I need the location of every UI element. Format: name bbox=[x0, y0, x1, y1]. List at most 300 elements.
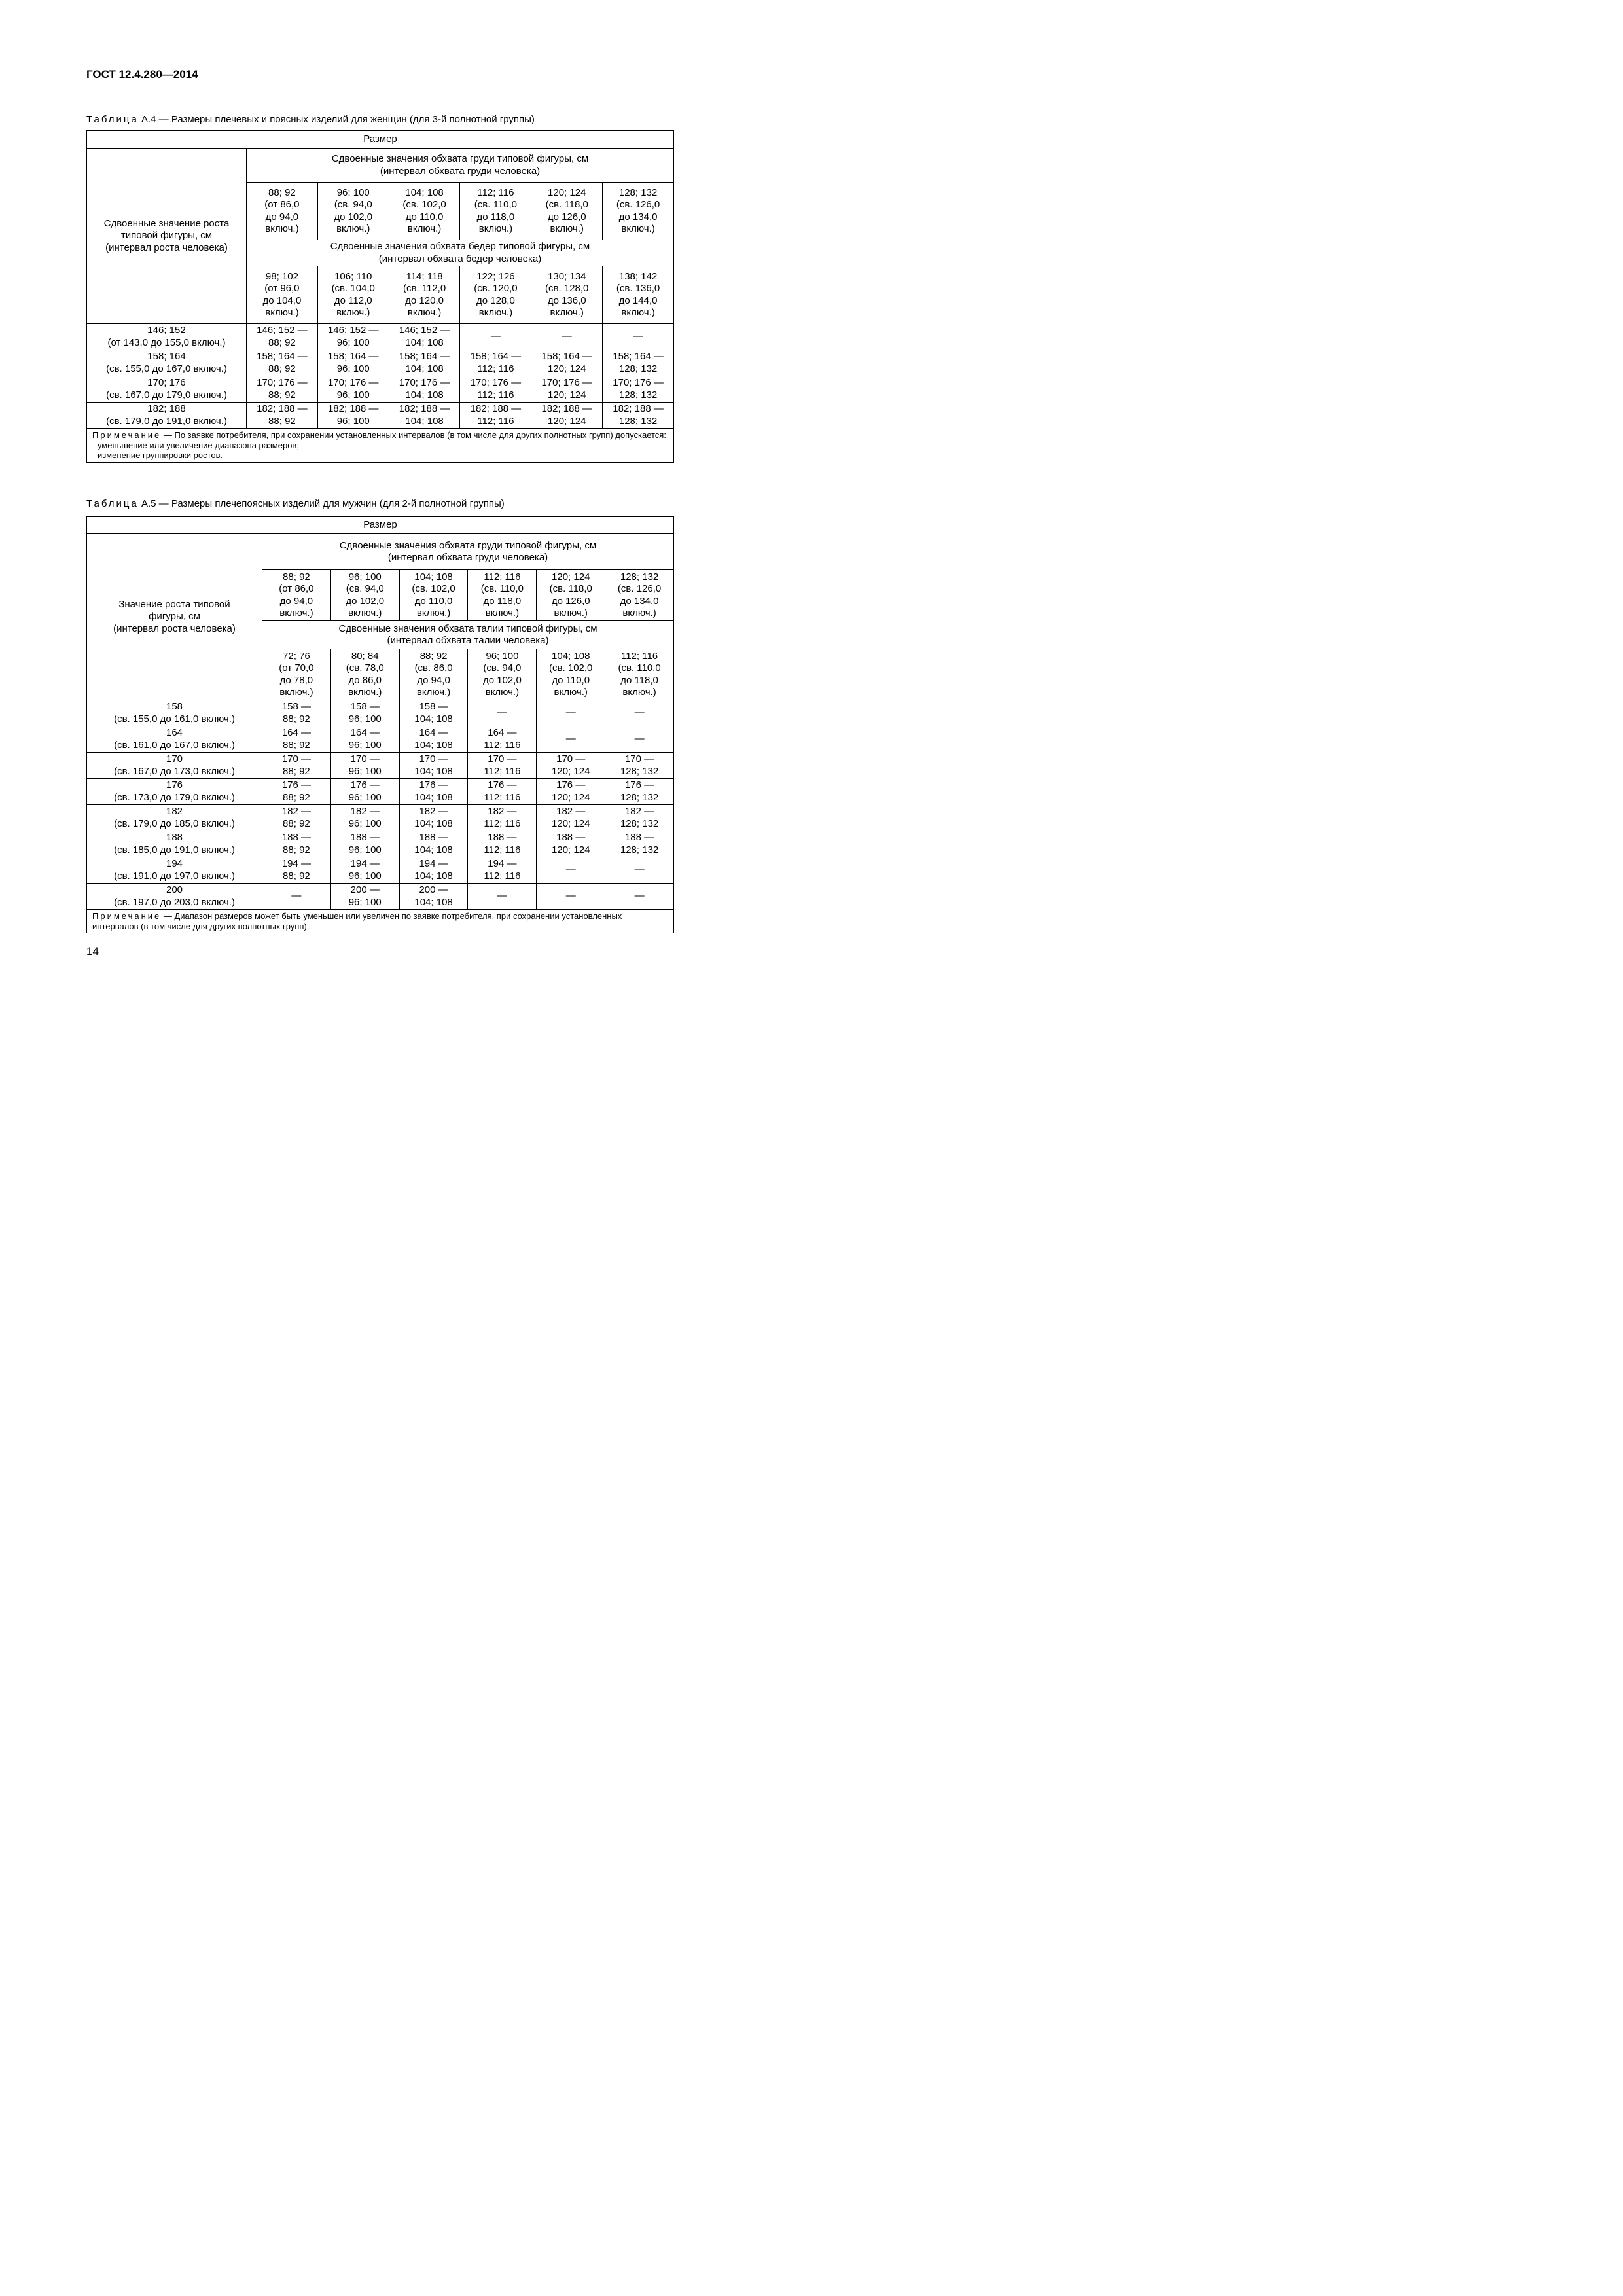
cell-line: 88; 92 bbox=[268, 415, 296, 427]
cell-line: 112; 116 bbox=[477, 363, 514, 374]
size-cell bbox=[468, 753, 537, 779]
size-cell bbox=[399, 831, 468, 857]
cell-line: 194 — bbox=[419, 858, 448, 869]
table-row bbox=[87, 700, 674, 726]
cell-line: включ.) bbox=[416, 607, 451, 619]
cell-line: включ.) bbox=[554, 607, 588, 619]
cell-line: 176 — bbox=[350, 780, 380, 791]
cell-line: 146; 152 — bbox=[399, 325, 450, 336]
cell-line: включ.) bbox=[485, 607, 520, 619]
cell-line: 128; 132 bbox=[618, 415, 658, 427]
table-a4-caption-label: Таблица bbox=[86, 114, 139, 125]
cell-line: включ.) bbox=[407, 307, 442, 318]
cell-line: 188 — bbox=[556, 832, 586, 843]
second-size-cell bbox=[603, 266, 674, 324]
size-cell bbox=[537, 884, 605, 910]
chest-size-cell bbox=[247, 183, 318, 240]
table-row bbox=[87, 779, 674, 805]
cell-line: — bbox=[562, 331, 572, 342]
size-cell bbox=[468, 779, 537, 805]
cell-line: (интервал обхвата груди человека) bbox=[387, 552, 548, 563]
size-cell bbox=[262, 831, 331, 857]
table-row bbox=[87, 857, 674, 884]
cell-line: 120; 124 bbox=[548, 389, 586, 401]
cell-line: 158 — bbox=[419, 701, 448, 712]
cell-line: 158 bbox=[166, 701, 183, 712]
cell-line: до 136,0 bbox=[547, 295, 586, 306]
cell-line: 112; 116 bbox=[477, 187, 514, 198]
cell-line: до 94,0 bbox=[265, 211, 299, 223]
cell-line: включ.) bbox=[550, 307, 584, 318]
cell-line: 104; 108 bbox=[414, 571, 453, 583]
cell-line: включ.) bbox=[621, 307, 655, 318]
cell-line: 170; 176 — bbox=[541, 377, 592, 388]
cell-line: 158; 164 — bbox=[399, 351, 450, 362]
cell-line: 112; 116 bbox=[477, 389, 514, 401]
cell-line: 170 — bbox=[488, 753, 517, 764]
cell-line: 194 — bbox=[350, 858, 380, 869]
size-cell bbox=[603, 376, 674, 403]
cell-line: 170 — bbox=[281, 753, 312, 764]
cell-line: (св. 94,0 bbox=[483, 662, 522, 673]
cell-line: 182; 188 — bbox=[399, 403, 450, 414]
cell-line: 96; 100 bbox=[348, 896, 382, 908]
cell-line: 112; 116 bbox=[484, 791, 521, 803]
size-cell bbox=[603, 350, 674, 376]
cell-line: включ.) bbox=[336, 223, 370, 234]
cell-line: 158 — bbox=[281, 701, 312, 712]
chest-size-cell bbox=[531, 183, 603, 240]
second-size-cell bbox=[247, 266, 318, 324]
cell-line: (св. 126,0 bbox=[617, 583, 662, 594]
size-header: Размер bbox=[87, 131, 674, 149]
cell-line: включ.) bbox=[485, 687, 520, 698]
cell-line: включ.) bbox=[348, 607, 382, 619]
cell-line: 188 — bbox=[624, 832, 654, 843]
cell-line: 170; 176 — bbox=[613, 377, 664, 388]
cell-line: 104; 108 bbox=[414, 713, 453, 725]
note-line: - уменьшение или увеличение диапазона размеров; bbox=[92, 440, 299, 450]
cell-line: 200 bbox=[166, 884, 183, 895]
size-cell bbox=[247, 403, 318, 429]
cell-line: 128; 132 bbox=[620, 765, 659, 777]
size-cell bbox=[603, 403, 674, 429]
cell-line: 88; 92 bbox=[268, 389, 296, 401]
table-note bbox=[87, 429, 674, 463]
cell-line: 88; 92 bbox=[283, 870, 310, 882]
size-cell bbox=[460, 403, 531, 429]
size-cell bbox=[603, 324, 674, 350]
cell-line: 96; 100 bbox=[348, 571, 382, 583]
size-cell bbox=[262, 805, 331, 831]
size-cell bbox=[389, 324, 460, 350]
table-a5 bbox=[86, 516, 674, 933]
cell-line: до 134,0 bbox=[618, 211, 658, 223]
cell-line: 128; 132 bbox=[620, 571, 659, 583]
cell-line: 138; 142 bbox=[618, 270, 658, 282]
cell-line: 170; 176 — bbox=[470, 377, 522, 388]
size-cell bbox=[389, 376, 460, 403]
cell-line: 182 — bbox=[281, 806, 312, 817]
cell-line: 170 bbox=[166, 753, 183, 764]
cell-line: 158; 164 — bbox=[327, 351, 379, 362]
size-cell bbox=[537, 779, 605, 805]
cell-line: 122; 126 bbox=[476, 270, 515, 282]
cell-line: 128; 132 bbox=[618, 187, 658, 198]
cell-line: 188 — bbox=[419, 832, 448, 843]
height-label-cell bbox=[87, 753, 262, 779]
second-size-cell bbox=[531, 266, 603, 324]
table-row bbox=[87, 753, 674, 779]
size-cell bbox=[247, 376, 318, 403]
cell-line: 96; 100 bbox=[486, 650, 519, 662]
cell-line: 176 — bbox=[624, 780, 654, 791]
size-cell bbox=[389, 403, 460, 429]
cell-line: (св. 179,0 до 185,0 включ.) bbox=[114, 817, 235, 829]
size-cell bbox=[460, 350, 531, 376]
cell-line: 170; 176 — bbox=[327, 377, 379, 388]
cell-line: Сдвоенные значение роста bbox=[103, 217, 230, 229]
cell-line: (св. 167,0 до 179,0 включ.) bbox=[106, 389, 227, 401]
cell-line: включ.) bbox=[279, 607, 313, 619]
size-cell bbox=[399, 779, 468, 805]
size-cell bbox=[531, 376, 603, 403]
cell-line: 158; 164 — bbox=[613, 351, 664, 362]
size-cell bbox=[317, 324, 389, 350]
cell-line: (от 96,0 bbox=[264, 283, 300, 294]
cell-line: 194 bbox=[166, 858, 183, 869]
second-size-cell bbox=[389, 266, 460, 324]
table-row bbox=[87, 403, 674, 429]
cell-line: до 112,0 bbox=[334, 295, 372, 306]
height-label-cell bbox=[87, 857, 262, 884]
cell-line: 200 — bbox=[419, 884, 448, 895]
cell-line: включ.) bbox=[478, 223, 513, 234]
height-label-cell bbox=[87, 805, 262, 831]
cell-line: 170 — bbox=[419, 753, 448, 764]
cell-line: до 94,0 bbox=[417, 674, 450, 686]
size-cell bbox=[605, 779, 674, 805]
cell-line: 112; 116 bbox=[484, 844, 521, 855]
chest-size-cell bbox=[460, 183, 531, 240]
cell-line: 120; 124 bbox=[548, 363, 586, 374]
cell-line: 96; 100 bbox=[348, 870, 382, 882]
size-cell bbox=[262, 857, 331, 884]
cell-line: 158; 164 bbox=[147, 351, 186, 362]
cell-line: (св. 110,0 bbox=[474, 199, 518, 210]
cell-line: 88; 92 bbox=[283, 817, 310, 829]
note-line: - изменение группировки ростов. bbox=[92, 450, 223, 460]
cell-line: 128; 132 bbox=[620, 791, 659, 803]
cell-line: (св. 155,0 до 161,0 включ.) bbox=[114, 713, 235, 725]
cell-line: — bbox=[497, 707, 507, 719]
cell-line: включ.) bbox=[336, 307, 370, 318]
second-size-cell bbox=[262, 649, 331, 700]
cell-line: 80; 84 bbox=[351, 650, 379, 662]
cell-line: включ.) bbox=[622, 607, 656, 619]
cell-line: типовой фигуры, см bbox=[120, 230, 213, 242]
cell-line: (от 70,0 bbox=[279, 662, 314, 673]
cell-line: 182 — bbox=[350, 806, 380, 817]
table-row bbox=[87, 805, 674, 831]
cell-line: до 110,0 bbox=[552, 674, 590, 686]
cell-line: 188 — bbox=[281, 832, 312, 843]
size-cell bbox=[262, 884, 331, 910]
cell-line: Сдвоенные значения обхвата талии типовой фигуры, см bbox=[338, 622, 597, 634]
size-cell bbox=[605, 700, 674, 726]
size-cell bbox=[537, 831, 605, 857]
cell-line: до 120,0 bbox=[405, 295, 444, 306]
cell-line: до 128,0 bbox=[476, 295, 515, 306]
cell-line: 146; 152 bbox=[147, 325, 186, 336]
size-cell bbox=[330, 831, 399, 857]
cell-line: 158; 164 — bbox=[470, 351, 522, 362]
cell-line: — bbox=[565, 707, 576, 719]
cell-line: включ.) bbox=[478, 307, 513, 318]
size-cell bbox=[317, 376, 389, 403]
cell-line: до 102,0 bbox=[334, 211, 373, 223]
table-row bbox=[87, 350, 674, 376]
cell-line: (св. 94,0 bbox=[346, 583, 384, 594]
size-cell bbox=[537, 700, 605, 726]
cell-line: 194 — bbox=[488, 858, 517, 869]
cell-line: (св. 136,0 bbox=[616, 283, 660, 294]
size-cell bbox=[399, 805, 468, 831]
cell-line: 158 — bbox=[350, 701, 380, 712]
cell-line: 96; 100 bbox=[336, 415, 370, 427]
cell-line: 176 — bbox=[281, 780, 312, 791]
cell-line: 158; 164 — bbox=[257, 351, 308, 362]
size-cell bbox=[460, 324, 531, 350]
cell-line: 182; 188 — bbox=[257, 403, 308, 414]
cell-line: 96; 100 bbox=[336, 336, 370, 348]
cell-line: 120; 124 bbox=[548, 415, 586, 427]
cell-line: (св. 104,0 bbox=[331, 283, 375, 294]
cell-line: (св. 191,0 до 197,0 включ.) bbox=[114, 870, 235, 882]
cell-line: до 78,0 bbox=[279, 674, 313, 686]
size-cell bbox=[262, 753, 331, 779]
cell-line: до 102,0 bbox=[346, 595, 385, 607]
cell-line: 120; 124 bbox=[552, 765, 590, 777]
size-cell bbox=[247, 324, 318, 350]
cell-line: 112; 116 bbox=[484, 817, 521, 829]
cell-line: 104; 108 bbox=[405, 336, 444, 348]
cell-line: 120; 124 bbox=[552, 817, 590, 829]
chest-size-cell bbox=[537, 570, 605, 621]
size-cell bbox=[262, 700, 331, 726]
cell-line: (св. 118,0 bbox=[545, 199, 588, 210]
cell-line: — bbox=[634, 733, 645, 745]
cell-line: (от 143,0 до 155,0 включ.) bbox=[107, 336, 226, 348]
cell-line: 88; 92 bbox=[268, 363, 296, 374]
cell-line: — bbox=[634, 890, 645, 902]
size-cell bbox=[468, 726, 537, 753]
cell-line: (интервал обхвата талии человека) bbox=[387, 635, 549, 646]
cell-line: 170 — bbox=[556, 753, 586, 764]
size-cell bbox=[537, 753, 605, 779]
size-cell bbox=[399, 726, 468, 753]
cell-line: 104; 108 bbox=[414, 739, 453, 751]
cell-line: 182; 188 bbox=[147, 403, 186, 414]
cell-line: 114; 118 bbox=[406, 270, 443, 282]
cell-line: (св. 78,0 bbox=[346, 662, 384, 673]
cell-line: Сдвоенные значения обхвата бедер типовой фигуры, см bbox=[330, 241, 590, 252]
cell-line: — bbox=[634, 707, 645, 719]
cell-line: 104; 108 bbox=[405, 415, 444, 427]
cell-line: 176 bbox=[166, 780, 183, 791]
cell-line: (от 86,0 bbox=[264, 199, 300, 210]
cell-line: Значение роста типовой bbox=[118, 598, 230, 610]
height-label-cell bbox=[87, 831, 262, 857]
cell-line: 106; 110 bbox=[334, 270, 372, 282]
height-label-cell bbox=[87, 324, 247, 350]
cell-line: 120; 124 bbox=[548, 187, 586, 198]
size-cell bbox=[389, 350, 460, 376]
cell-line: — bbox=[490, 331, 501, 342]
cell-line: включ.) bbox=[554, 687, 588, 698]
cell-line: 104; 108 bbox=[405, 187, 444, 198]
cell-line: 176 — bbox=[488, 780, 517, 791]
size-cell bbox=[605, 857, 674, 884]
table-a5-caption-label: Таблица bbox=[86, 498, 139, 509]
size-cell bbox=[330, 805, 399, 831]
cell-line: — bbox=[634, 864, 645, 876]
second-size-cell bbox=[330, 649, 399, 700]
size-cell bbox=[605, 805, 674, 831]
cell-line: до 118,0 bbox=[620, 674, 658, 686]
table-row bbox=[87, 726, 674, 753]
chest-header-row bbox=[87, 149, 674, 183]
cell-line: 170 — bbox=[624, 753, 654, 764]
cell-line: 88; 92 bbox=[283, 739, 310, 751]
cell-line: (от 86,0 bbox=[279, 583, 314, 594]
table-a5-caption-title: А.5 — Размеры плечепоясных изделий для мужчин (для 2-й полнотной группы) bbox=[138, 498, 505, 509]
cell-line: до 104,0 bbox=[262, 295, 302, 306]
chest-size-cell bbox=[262, 570, 331, 621]
cell-line: 182 — bbox=[419, 806, 448, 817]
size-cell bbox=[399, 753, 468, 779]
size-cell bbox=[468, 831, 537, 857]
table-note bbox=[87, 910, 674, 933]
cell-line: 104; 108 bbox=[405, 389, 444, 401]
cell-line: включ.) bbox=[279, 687, 313, 698]
cell-line: 164 — bbox=[488, 727, 517, 738]
chest-header-row bbox=[87, 534, 674, 570]
height-label-cell bbox=[87, 884, 262, 910]
cell-line: (св. 120,0 bbox=[474, 283, 518, 294]
cell-line: 194 — bbox=[281, 858, 312, 869]
size-cell bbox=[468, 805, 537, 831]
note-row bbox=[87, 429, 674, 463]
note-label: Примечание bbox=[92, 430, 162, 440]
cell-line: 104; 108 bbox=[552, 650, 590, 662]
cell-line: 96; 100 bbox=[348, 844, 382, 855]
height-column-header bbox=[87, 149, 247, 324]
cell-line: 182; 188 — bbox=[470, 403, 522, 414]
second-size-cell bbox=[537, 649, 605, 700]
cell-line: 182 — bbox=[624, 806, 654, 817]
size-cell bbox=[468, 884, 537, 910]
height-label-cell bbox=[87, 350, 247, 376]
cell-line: 88; 92 bbox=[268, 187, 296, 198]
table-row bbox=[87, 884, 674, 910]
size-header-row bbox=[87, 517, 674, 534]
size-cell bbox=[399, 700, 468, 726]
height-label-cell bbox=[87, 700, 262, 726]
cell-line: 128; 132 bbox=[620, 844, 659, 855]
cell-line: 88; 92 bbox=[283, 765, 310, 777]
size-cell bbox=[531, 403, 603, 429]
cell-line: (св. 185,0 до 191,0 включ.) bbox=[114, 844, 235, 855]
note-line: — По заявке потребителя, при сохранении установленных интервалов (в том числе для других полнотных групп) допускается: bbox=[161, 430, 666, 440]
second-group-header bbox=[247, 240, 674, 266]
cell-line: (св. 128,0 bbox=[545, 283, 589, 294]
cell-line: 112; 116 bbox=[477, 415, 514, 427]
size-cell bbox=[399, 857, 468, 884]
cell-line: 164 — bbox=[350, 727, 380, 738]
size-cell bbox=[330, 726, 399, 753]
size-cell bbox=[399, 884, 468, 910]
cell-line: 96; 100 bbox=[348, 765, 382, 777]
cell-line: 96; 100 bbox=[336, 363, 370, 374]
cell-line: 176 — bbox=[556, 780, 586, 791]
cell-line: (интервал роста человека) bbox=[113, 622, 236, 634]
size-cell bbox=[605, 753, 674, 779]
cell-line: 182 — bbox=[488, 806, 517, 817]
size-cell bbox=[262, 726, 331, 753]
cell-line: 104; 108 bbox=[405, 363, 444, 374]
cell-line: 182 bbox=[166, 806, 183, 817]
cell-line: до 134,0 bbox=[620, 595, 659, 607]
chest-size-cell bbox=[605, 570, 674, 621]
cell-line: — bbox=[633, 331, 643, 342]
cell-line: 96; 100 bbox=[348, 739, 382, 751]
height-column-header bbox=[87, 534, 262, 700]
cell-line: 120; 124 bbox=[552, 844, 590, 855]
table-a4-caption bbox=[86, 114, 535, 125]
cell-line: (св. 161,0 до 167,0 включ.) bbox=[114, 739, 235, 751]
cell-line: 146; 152 — bbox=[257, 325, 308, 336]
cell-line: включ.) bbox=[621, 223, 655, 234]
size-header: Размер bbox=[87, 517, 674, 534]
cell-line: 188 bbox=[166, 832, 183, 843]
cell-line: 96; 100 bbox=[336, 187, 370, 198]
cell-line: — bbox=[497, 890, 507, 902]
cell-line: 104; 108 bbox=[414, 896, 453, 908]
cell-line: 182 — bbox=[556, 806, 586, 817]
cell-line: Сдвоенные значения обхвата груди типовой фигуры, см bbox=[331, 153, 589, 164]
note-label: Примечание bbox=[92, 911, 162, 921]
size-cell bbox=[531, 350, 603, 376]
cell-line: до 118,0 bbox=[483, 595, 522, 607]
size-cell bbox=[317, 403, 389, 429]
cell-line: 164 bbox=[166, 727, 183, 738]
cell-line: 88; 92 bbox=[268, 336, 296, 348]
cell-line: 88; 92 bbox=[283, 571, 310, 583]
size-cell bbox=[317, 350, 389, 376]
second-size-cell bbox=[605, 649, 674, 700]
cell-line: (св. 179,0 до 191,0 включ.) bbox=[106, 415, 227, 427]
chest-size-cell bbox=[603, 183, 674, 240]
size-cell bbox=[460, 376, 531, 403]
cell-line: до 94,0 bbox=[279, 595, 313, 607]
cell-line: — bbox=[565, 890, 576, 902]
cell-line: 170; 176 bbox=[147, 377, 186, 388]
cell-line: 96; 100 bbox=[348, 713, 382, 725]
cell-line: 164 — bbox=[281, 727, 312, 738]
chest-group-header bbox=[262, 534, 674, 570]
cell-line: включ.) bbox=[407, 223, 442, 234]
